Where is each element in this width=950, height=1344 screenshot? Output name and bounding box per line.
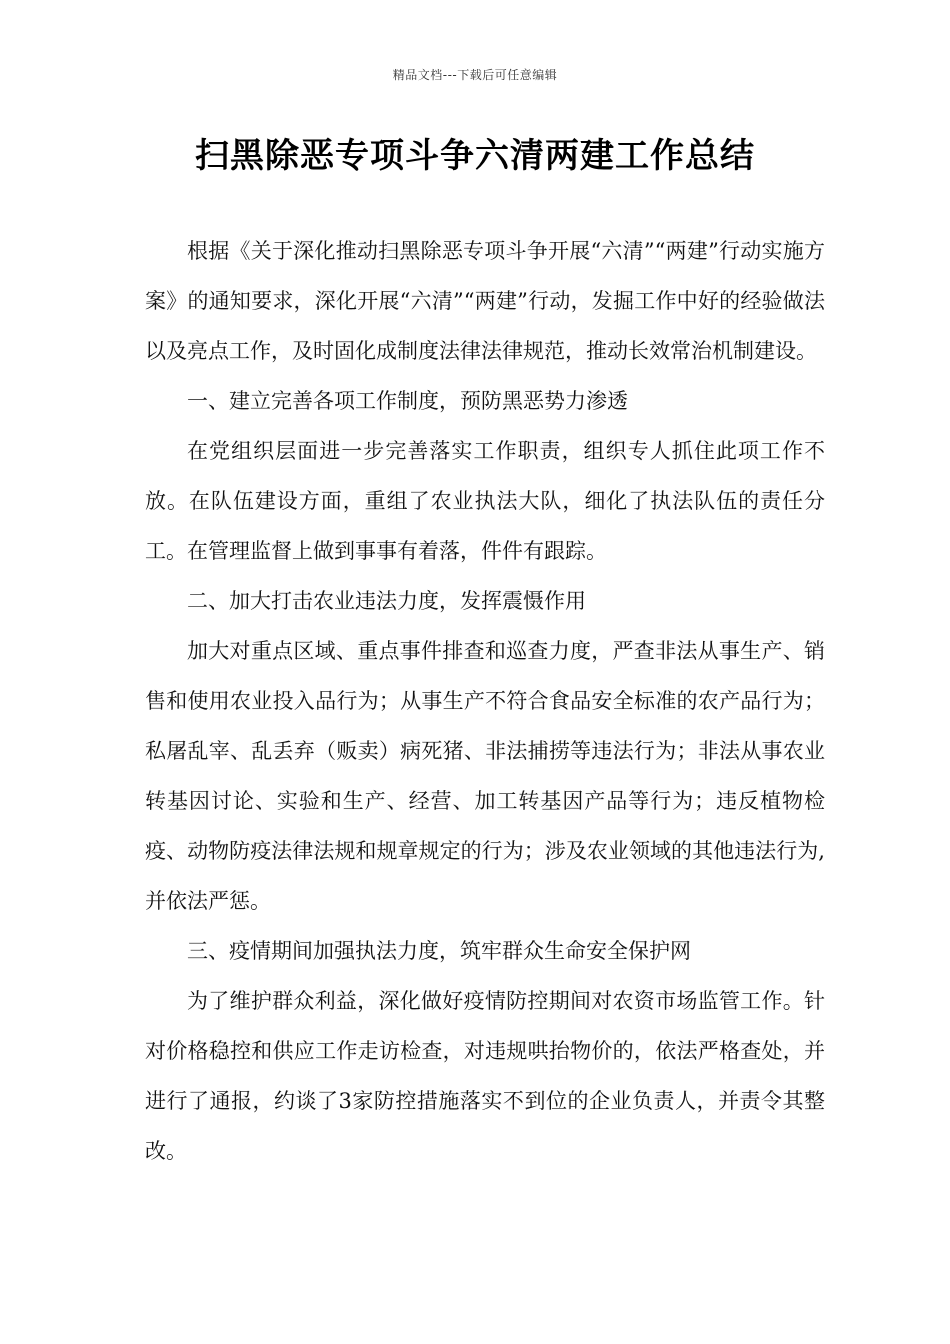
section-paragraph-1: 在党组织层面进一步完善落实工作职责，组织专人抓住此项工作不放。在队伍建设方面，重组了农业执法大队，细化了执法队伍的责任分工。在管理监督上做到事事有着落，件件有跟踪。 xyxy=(145,439,825,563)
section-paragraph-2: 加大对重点区域、重点事件排查和巡查力度，严查非法从事生产、销售和使用农业投入品行为；从事生产不符合食品安全标准的农产品行为；私屠乱宰、乱丢弃（贩卖）病死猪、非法捕捞等违法行为；非法从事农业转基因讨论、实验和生产、经营、加工转基因产品等行为；违反植物检疫、动物防疫法律法规和规章规定的行为；涉及农业领域的其他违法行为,并依法严惩。 xyxy=(145,639,825,913)
page-header: 精品文档---下载后可任意编辑 xyxy=(392,68,558,82)
section-heading-3: 三、疫情期间加强执法力度，筑牢群众生命安全保护网 xyxy=(187,939,691,963)
section-heading-2: 二、加大打击农业违法力度，发挥震慑作用 xyxy=(187,589,586,613)
section-heading-1: 一、建立完善各项工作制度，预防黑恶势力渗透 xyxy=(187,389,628,413)
section-paragraph-3: 为了维护群众利益，深化做好疫情防控期间对农资市场监管工作。针对价格稳控和供应工作走访检查，对违规哄抬物价的，依法严格查处，并进行了通报，约谈了3家防控措施落实不到位的企业负责人，并责令其整改。 xyxy=(145,989,825,1163)
intro-paragraph: 根据《关于深化推动扫黑除恶专项斗争开展“六清”“两建”行动实施方案》的通知要求，深化开展“六清”“两建”行动，发掘工作中好的经验做法以及亮点工作，及时固化成制度法律法律规范，推动长效常治机制建设。 xyxy=(145,239,825,363)
document-title: 扫黑除恶专项斗争六清两建工作总结 xyxy=(195,136,755,176)
document-body xyxy=(145,226,825,1176)
